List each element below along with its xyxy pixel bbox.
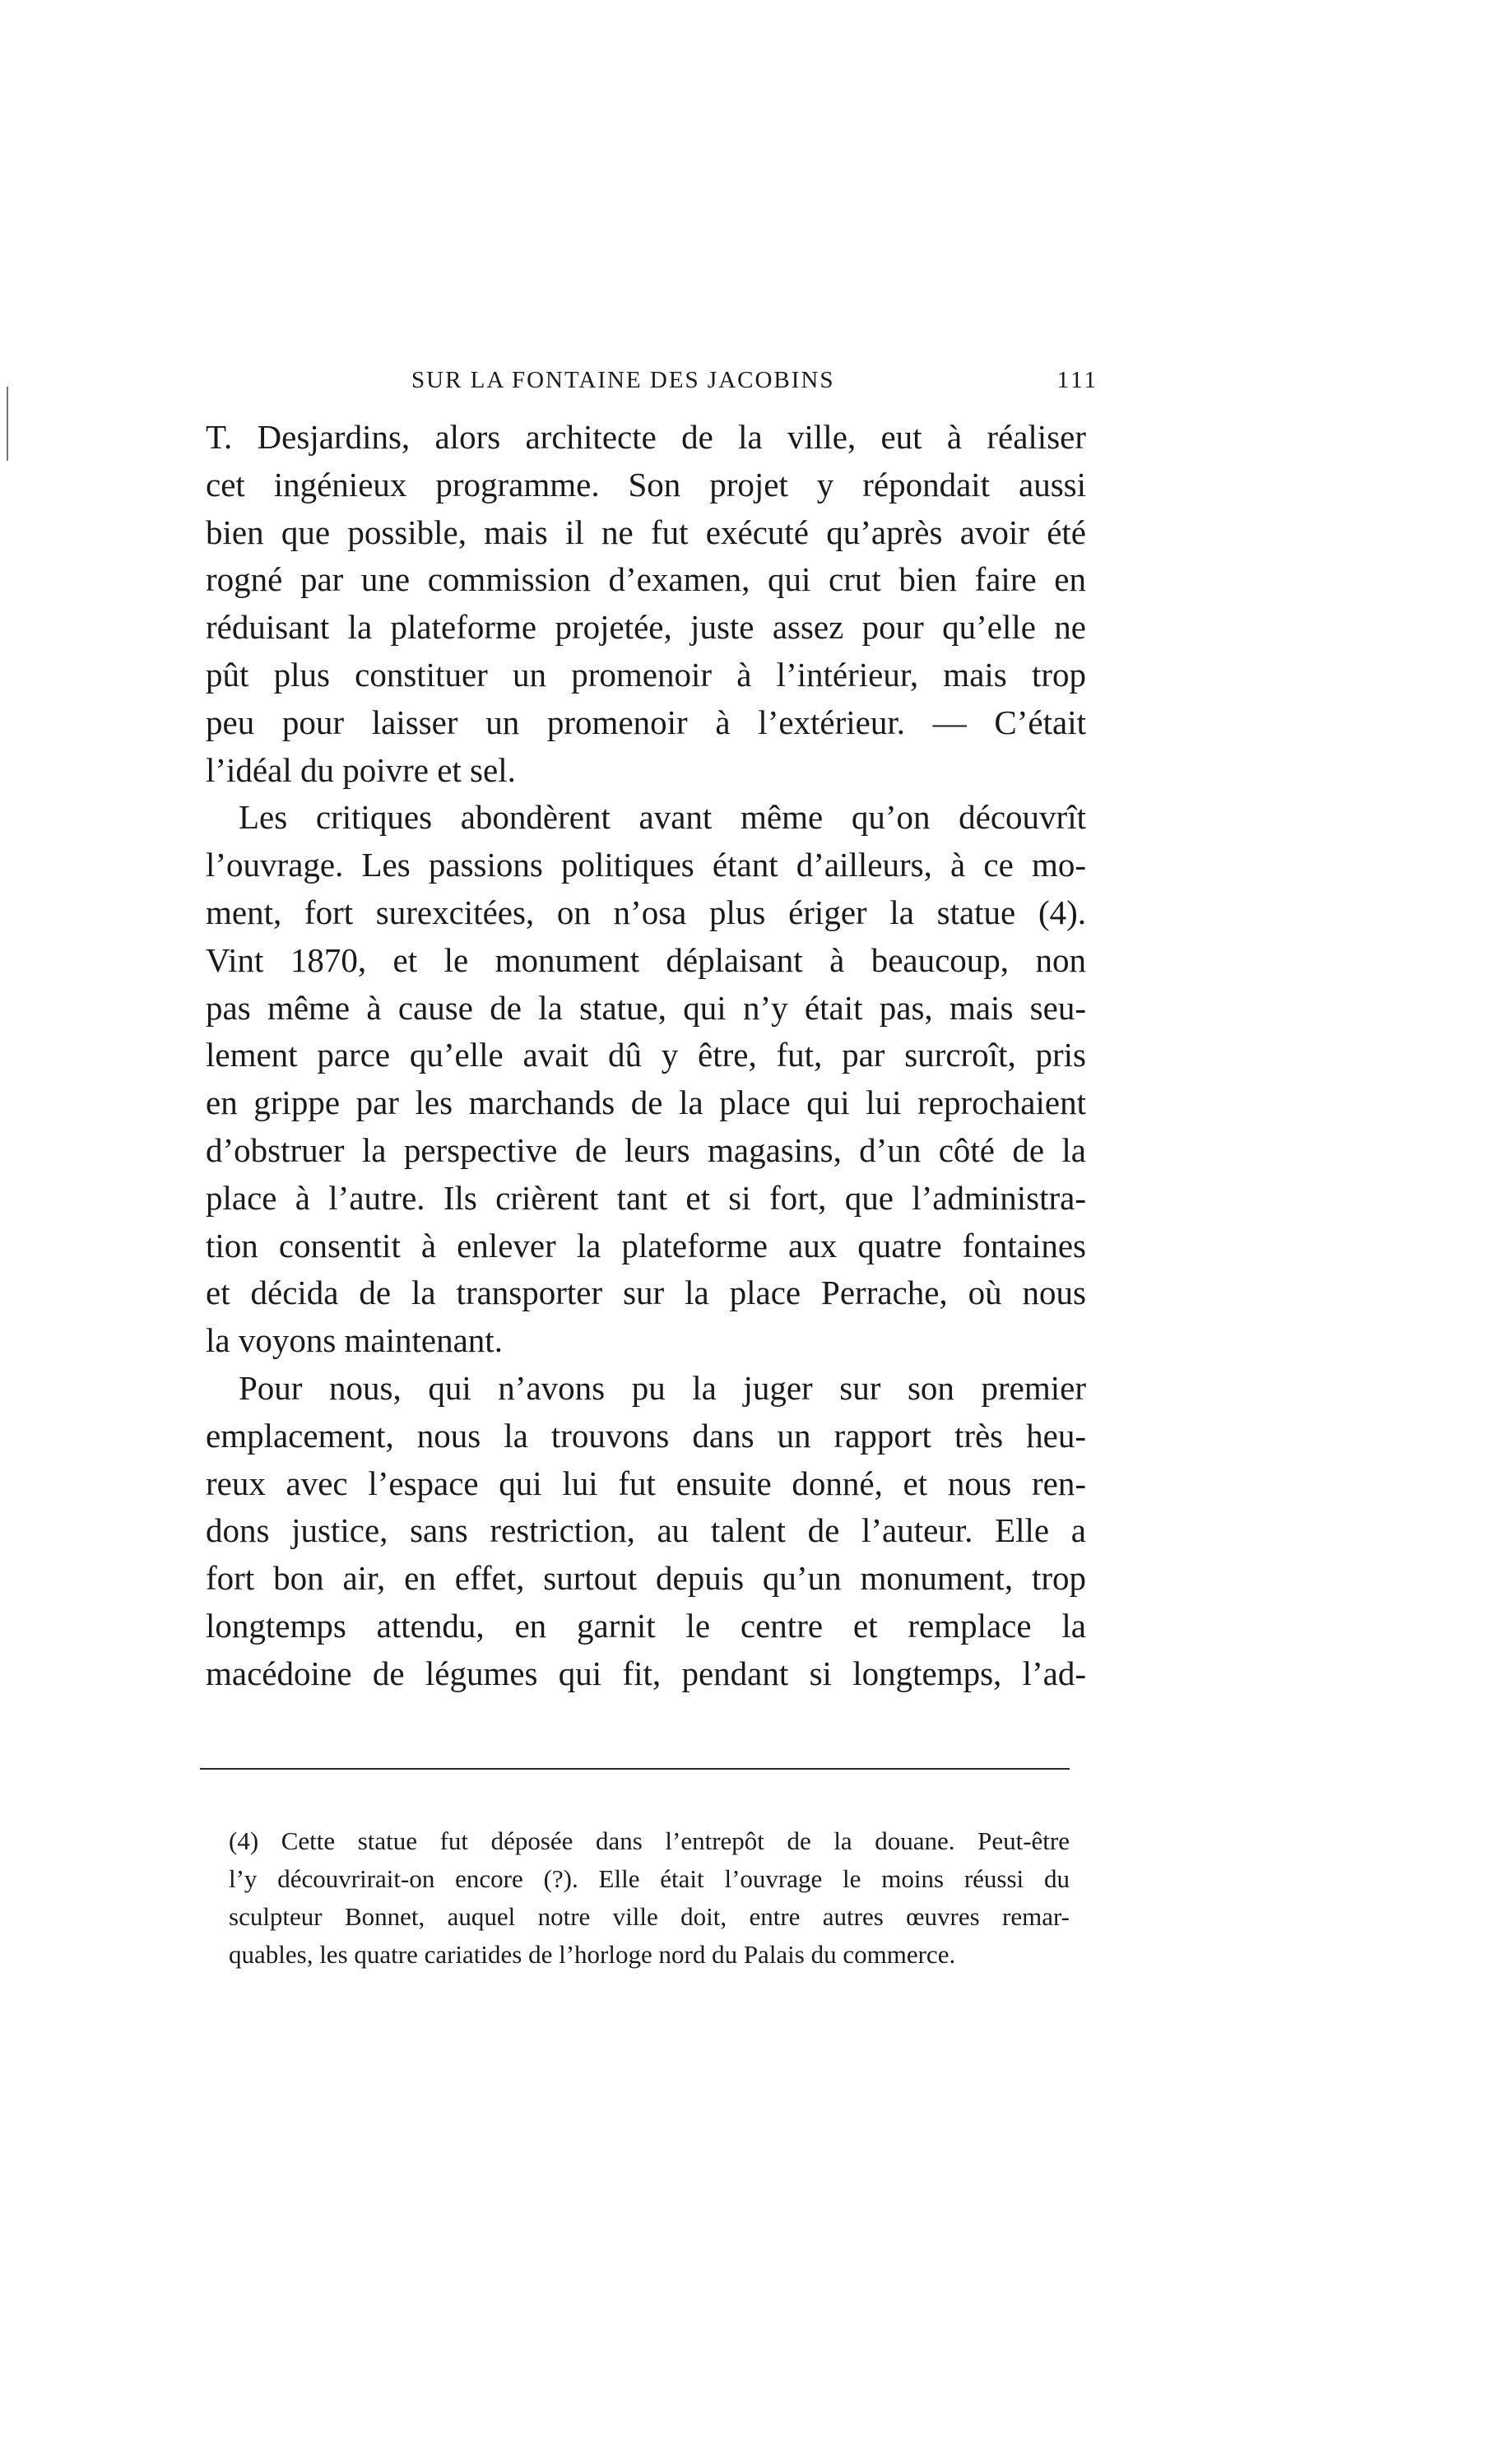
text-line: lement parce qu’elle avait dû y être, fut, par surcroît, pris	[206, 1036, 1086, 1074]
text-line: pas même à cause de la statue, qui n’y était pas, mais seu-	[206, 988, 1086, 1027]
text-line: ment, fort surexcitées, on n’osa plus ériger la statue (4).	[206, 893, 1086, 931]
running-head	[411, 367, 1098, 400]
text-line: d’obstruer la perspective de leurs magasins, d’un côté de la	[206, 1130, 1086, 1169]
footnote	[229, 1822, 1070, 1974]
text-line: longtemps attendu, en garnit le centre et remplace la	[206, 1606, 1086, 1645]
text-line: tion consentit à enlever la plateforme aux quatre fontaines	[206, 1226, 1086, 1264]
text-line: peu pour laisser un promenoir à l’extérieur. — C’était	[206, 703, 1086, 741]
scan-edge-mark	[7, 387, 8, 461]
text-line: bien que possible, mais il ne fut exécuté qu’après avoir été	[206, 513, 1086, 551]
footnote-line: sculpteur Bonnet, auquel notre ville doit, entre autres œuvres remar-	[229, 1902, 1070, 1931]
text-line: reux avec l’espace qui lui fut ensuite donné, et nous ren-	[206, 1464, 1086, 1502]
text-line: réduisant la plateforme projetée, juste assez pour qu’elle ne	[206, 608, 1086, 647]
text-line: Pour nous, qui n’avons pu la juger sur son premier	[239, 1368, 1086, 1407]
running-title: SUR LA FONTAINE DES JACOBINS	[411, 367, 835, 393]
text-line: Les critiques abondèrent avant même qu’on découvrît	[239, 798, 1086, 837]
text-line: et décida de la transporter sur la place Perrache, où nous	[206, 1274, 1086, 1312]
footnote-line: quables, les quatre cariatides de l’horloge nord du Palais du commerce.	[229, 1940, 956, 1969]
body-text	[206, 414, 1086, 1698]
footnote-line: l’y découvrirait-on encore (?). Elle était l’ouvrage le moins réussi du	[229, 1864, 1070, 1893]
text-line: rogné par une commission d’examen, qui crut bien faire en	[206, 560, 1086, 599]
footnote-rule	[200, 1768, 1070, 1770]
text-line: T. Desjardins, alors architecte de la ville, eut à réaliser	[206, 418, 1086, 456]
footnote-line: (4) Cette statue fut déposée dans l’entrepôt de la douane. Peut-être	[229, 1826, 1070, 1855]
text-line: emplacement, nous la trouvons dans un rapport très heu-	[206, 1416, 1086, 1455]
text-line: fort bon air, en effet, surtout depuis qu’un monument, trop	[206, 1559, 1086, 1598]
text-line: pût plus constituer un promenoir à l’intérieur, mais trop	[206, 655, 1086, 694]
text-line: l’idéal du poivre et sel.	[206, 750, 516, 789]
text-line: la voyons maintenant.	[206, 1321, 503, 1360]
text-line: dons justice, sans restriction, au talent de l’auteur. Elle a	[206, 1511, 1086, 1550]
text-line: macédoine de légumes qui fit, pendant si longtemps, l’ad-	[206, 1654, 1086, 1692]
text-line: Vint 1870, et le monument déplaisant à beaucoup, non	[206, 940, 1086, 979]
text-line: cet ingénieux programme. Son projet y répondait aussi	[206, 465, 1086, 503]
text-line: place à l’autre. Ils crièrent tant et si fort, que l’administra-	[206, 1178, 1086, 1217]
text-line: l’ouvrage. Les passions politiques étant d’ailleurs, à ce mo-	[206, 846, 1086, 884]
text-line: en grippe par les marchands de la place qui lui reprochaient	[206, 1084, 1086, 1122]
page-number: 111	[1056, 367, 1098, 393]
